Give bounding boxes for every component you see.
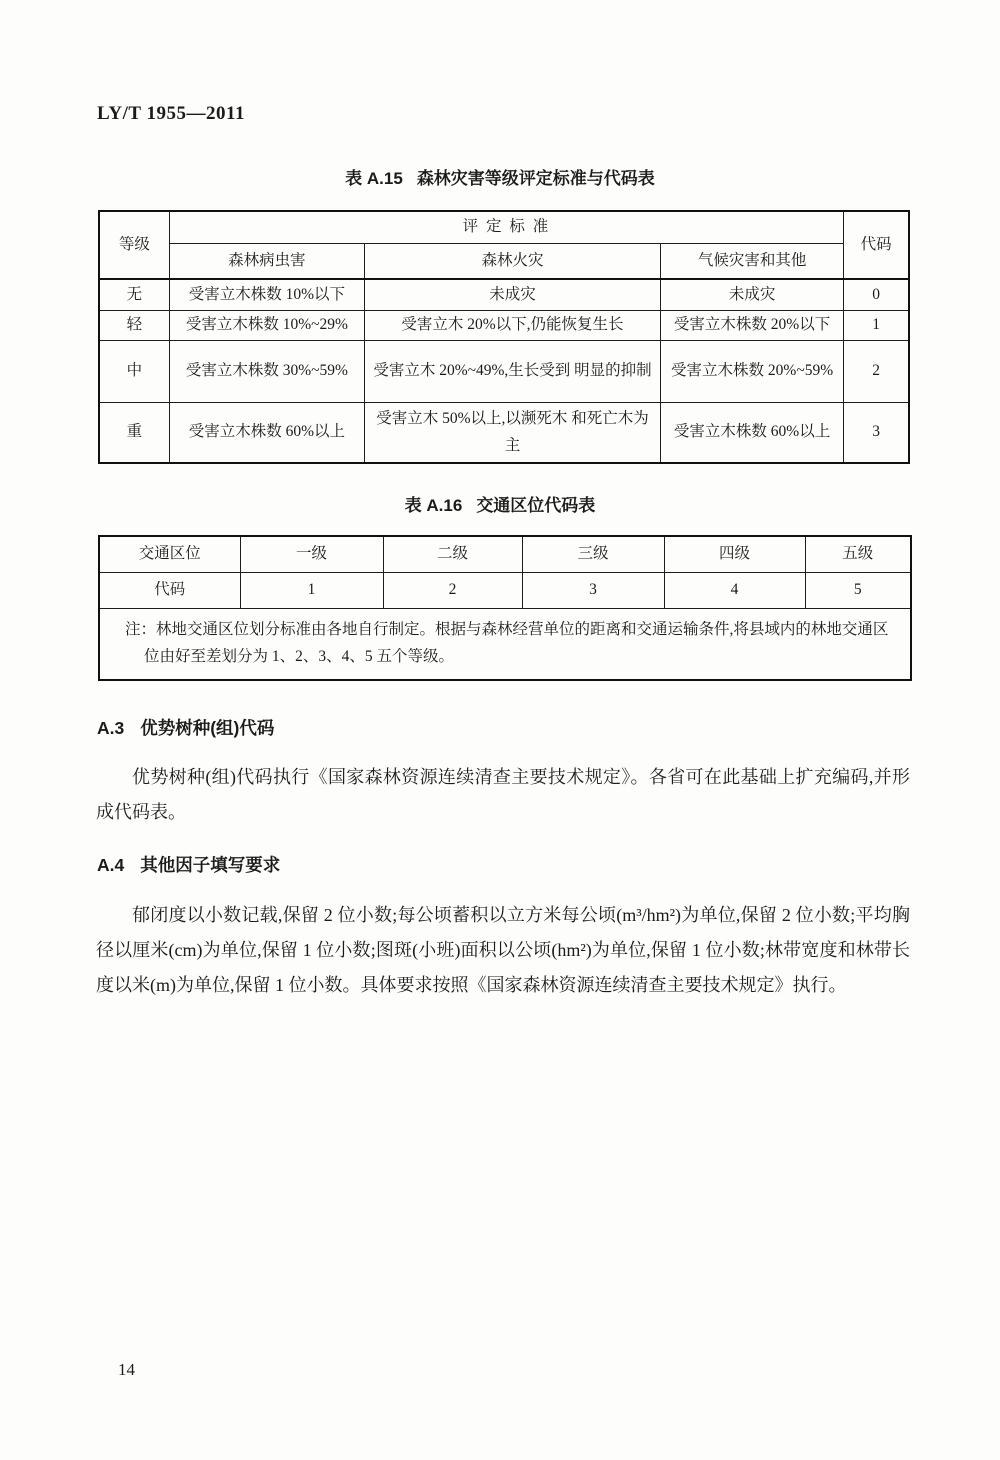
table-row (99, 536, 911, 572)
t16-code: 2 (383, 572, 522, 608)
t15-grade: 中 (99, 340, 169, 402)
t15-pest: 受害立木株数 30%~59% (169, 340, 364, 402)
t15-climate: 受害立木株数 20%以下 (660, 310, 843, 340)
t15-fire: 受害立木 20%~49%,生长受到 明显的抑制 (365, 340, 661, 402)
t15-code: 0 (844, 279, 909, 310)
section-a3-title: 优势树种(组)代码 (140, 718, 275, 738)
table-note-row (99, 608, 911, 680)
t16-code: 1 (240, 572, 383, 608)
table-row (99, 310, 909, 340)
section-a3-paragraph: 优势树种(组)代码执行《国家森林资源连续清查主要技术规定》。各省可在此基础上扩充编码,并形成代码表。 (96, 767, 910, 822)
section-a3-heading (97, 715, 274, 740)
table-row (99, 279, 909, 310)
t16-code: 5 (805, 572, 911, 608)
traffic-location-code-table (98, 535, 912, 681)
t16-header: 四级 (664, 536, 805, 572)
table-a15-title (0, 164, 1000, 189)
table-row (99, 340, 909, 402)
t15-header-grade: 等级 (99, 211, 169, 279)
t15-grade: 重 (99, 402, 169, 463)
t15-subheader-climate: 气候灾害和其他 (660, 243, 843, 279)
t16-header: 一级 (240, 536, 383, 572)
t15-subheader-pest: 森林病虫害 (169, 243, 364, 279)
table-row (99, 402, 909, 463)
standard-code-header: LY/T 1955—2011 (97, 103, 245, 124)
t15-climate: 受害立木株数 20%~59% (660, 340, 843, 402)
section-a4-number: A.4 (97, 855, 125, 875)
table-a16-title (0, 491, 1000, 516)
t15-fire: 受害立木 20%以下,仍能恢复生长 (365, 310, 661, 340)
section-a4-heading (97, 852, 280, 877)
t16-code: 代码 (99, 572, 240, 608)
t15-pest: 受害立木株数 10%以下 (169, 279, 364, 310)
t16-header: 交通区位 (99, 536, 240, 572)
t15-fire: 未成灾 (365, 279, 661, 310)
t16-header: 二级 (383, 536, 522, 572)
t15-climate: 受害立木株数 60%以上 (660, 402, 843, 463)
section-a4-title: 其他因子填写要求 (140, 855, 281, 875)
t15-subheader-fire: 森林火灾 (365, 243, 661, 279)
section-a4-paragraph: 郁闭度以小数记载,保留 2 位小数;每公顷蓄积以立方米每公顷(m³/hm²)为单位,保留 2 位小数;平均胸径以厘米(cm)为单位,保留 1 位小数;图斑(小班)面积以公顷(hm²)为单位,保留 1 位小数;林带宽度和林带长度以米(m)为单位,保留 1 位小数。具体要求按照《国家森林资源连续清查主要技术规定》执行。 (96, 905, 910, 995)
t15-header-code: 代码 (844, 211, 909, 279)
table-a16-note: 注：林地交通区位划分标准由各地自行制定。根据与森林经营单位的距离和交通运输条件,将县域内的林地交通区位由好至差划分为 1、2、3、4、5 五个等级。 (99, 608, 911, 680)
table-a15-caption: 森林灾害等级评定标准与代码表 (416, 169, 655, 188)
t15-climate: 未成灾 (660, 279, 843, 310)
table-a15-number: 表 A.15 (345, 169, 403, 188)
t15-pest: 受害立木株数 10%~29% (169, 310, 364, 340)
t16-code: 4 (664, 572, 805, 608)
t15-code: 3 (844, 402, 909, 463)
t16-header: 三级 (522, 536, 664, 572)
table-row (99, 572, 911, 608)
t15-code: 1 (844, 310, 909, 340)
t15-code: 2 (844, 340, 909, 402)
t16-code: 3 (522, 572, 664, 608)
t15-pest: 受害立木株数 60%以上 (169, 402, 364, 463)
t15-grade: 无 (99, 279, 169, 310)
table-a16-number: 表 A.16 (404, 496, 463, 515)
t16-header: 五级 (805, 536, 911, 572)
t15-header-criteria: 评 定 标 准 (169, 211, 844, 243)
page-number: 14 (118, 1360, 135, 1379)
section-a3-number: A.3 (97, 718, 125, 738)
t15-fire: 受害立木 50%以上,以濒死木 和死亡木为主 (365, 402, 661, 463)
forest-disaster-grade-table (98, 210, 910, 464)
t15-grade: 轻 (99, 310, 169, 340)
table-a16-caption: 交通区位代码表 (476, 496, 596, 515)
